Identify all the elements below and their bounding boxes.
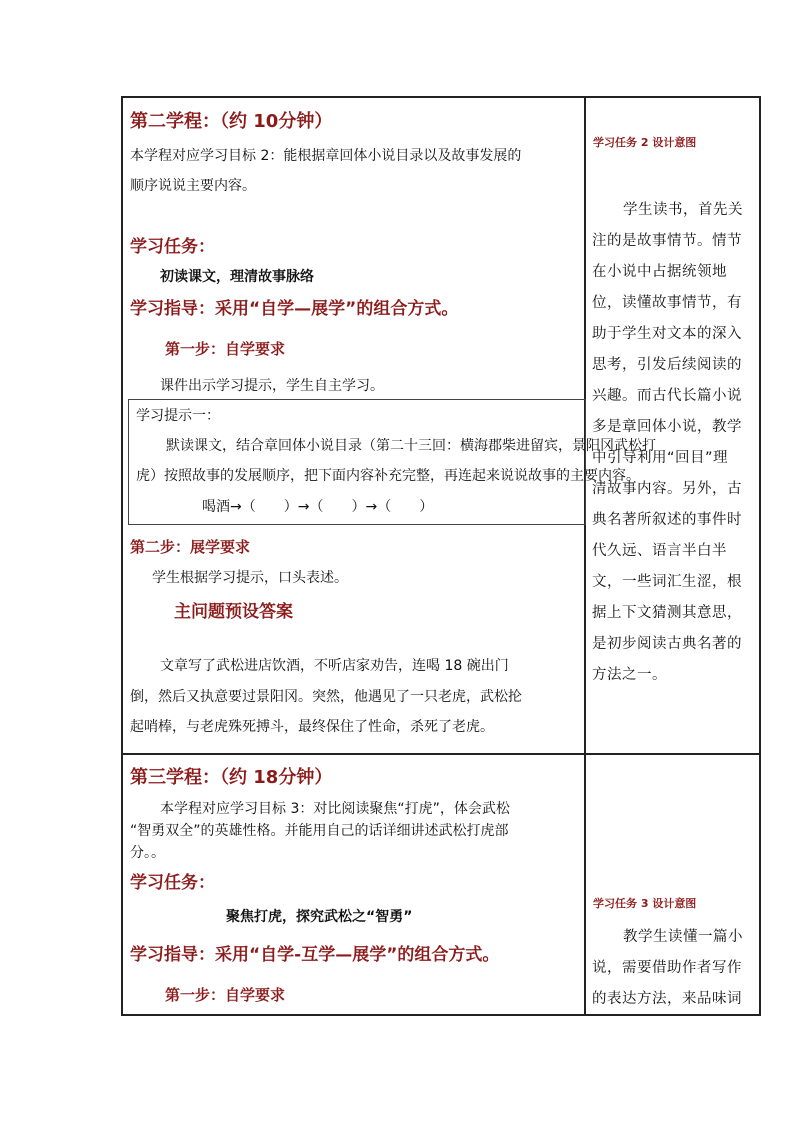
answer-heading: 主问题预设答案	[174, 602, 293, 622]
stage3-guide: 学习指导：采用“自学-互学—展学”的组合方式。	[130, 945, 500, 965]
side3-line: 说，需要借助作者写作	[592, 960, 742, 976]
stage2-step2: 第二步：展学要求	[130, 538, 251, 556]
tip-line1: 默读课文，结合章回体小说目录（第二十三回：横海郡柴进留宾，景阳冈武松打	[166, 438, 656, 454]
answer-line3: 起哨棒，与老虎殊死搏斗，最终保住了性命，杀死了老虎。	[130, 719, 494, 735]
side2-line: 方法之一。	[592, 667, 667, 683]
stage3-goal-line3: 分。。	[130, 845, 165, 861]
side2-line: 位，读懂故事情节，有	[592, 295, 742, 311]
stage2-goal-line1: 本学程对应学习目标 2：能根据章回体小说目录以及故事发展的	[130, 148, 522, 164]
stage2-task-heading: 学习任务：	[130, 237, 215, 257]
answer-line2: 倒，然后又执意要过景阳冈。突然，他遇见了一只老虎，武松抡	[130, 689, 522, 705]
stage3-step1: 第一步：自学要求	[165, 986, 286, 1004]
side2-line: 思考，引发后续阅读的	[592, 357, 742, 373]
side2-title: 学习任务 2 设计意图	[593, 136, 697, 149]
stage3-goal-line2: “智勇双全”的英雄性格。并能用自己的话详细讲述武松打虎部	[130, 823, 509, 839]
side3-line: 的表达方法，来品味词	[592, 991, 742, 1007]
stage3-task-text: 聚焦打虎，探究武松之“智勇”	[226, 909, 413, 925]
side2-line: 是初步阅读古典名著的	[592, 636, 742, 652]
side3-line: 教学生读懂一篇小	[623, 929, 743, 945]
side2-line: 典名著所叙述的事件时	[592, 512, 742, 528]
stage2-goal-line2: 顺序说说主要内容。	[130, 178, 256, 194]
side2-line: 学生读书，首先关	[623, 202, 743, 218]
side2-line: 在小说中占据统领地	[592, 264, 727, 280]
column-divider	[584, 96, 586, 1016]
stage2-step1-text: 课件出示学习提示，学生自主学习。	[160, 378, 384, 394]
side2-line: 据上下文猜测其意思，	[592, 605, 742, 621]
side2-line: 助于学生对文本的深入	[592, 326, 742, 342]
tip-title: 学习提示一：	[136, 408, 220, 424]
stage2-step1: 第一步：自学要求	[165, 340, 286, 358]
stage2-guide: 学习指导：采用“自学—展学”的组合方式。	[130, 299, 459, 319]
side2-line: 清故事内容。另外，古	[592, 481, 742, 497]
side2-line: 多是章回体小说，教学	[592, 419, 742, 435]
stage2-title: 第二学程：（约 10分钟）	[130, 111, 333, 132]
answer-line1: 文章写了武松进店饮酒，不听店家劝告，连喝 18 碗出门	[160, 658, 509, 674]
side2-line: 中引导利用“回目”理	[592, 450, 729, 466]
side2-line: 文，一些词汇生涩，根	[592, 574, 742, 590]
side2-line: 注的是故事情节。情节	[592, 233, 742, 249]
stage3-goal-line1: 本学程对应学习目标 3：对比阅读聚焦“打虎”，体会武松	[160, 801, 510, 817]
side3-title: 学习任务 3 设计意图	[593, 897, 697, 910]
stage2-step2-text: 学生根据学习提示，口头表述。	[152, 570, 348, 586]
row-divider	[121, 753, 761, 755]
side2-line: 代久远、语言半白半	[592, 543, 727, 559]
stage2-task-text: 初读课文，理清故事脉络	[160, 269, 314, 285]
stage3-task-heading: 学习任务：	[130, 873, 215, 893]
tip-line3: 喝酒→（ ）→（ ）→（ ）	[202, 499, 434, 515]
stage3-title: 第三学程：（约 18分钟）	[130, 767, 333, 788]
side2-line: 兴趣。而古代长篇小说	[592, 388, 742, 404]
tip-line2: 虎）按照故事的发展顺序，把下面内容补充完整，再连起来说说故事的主要内容。	[136, 468, 640, 484]
